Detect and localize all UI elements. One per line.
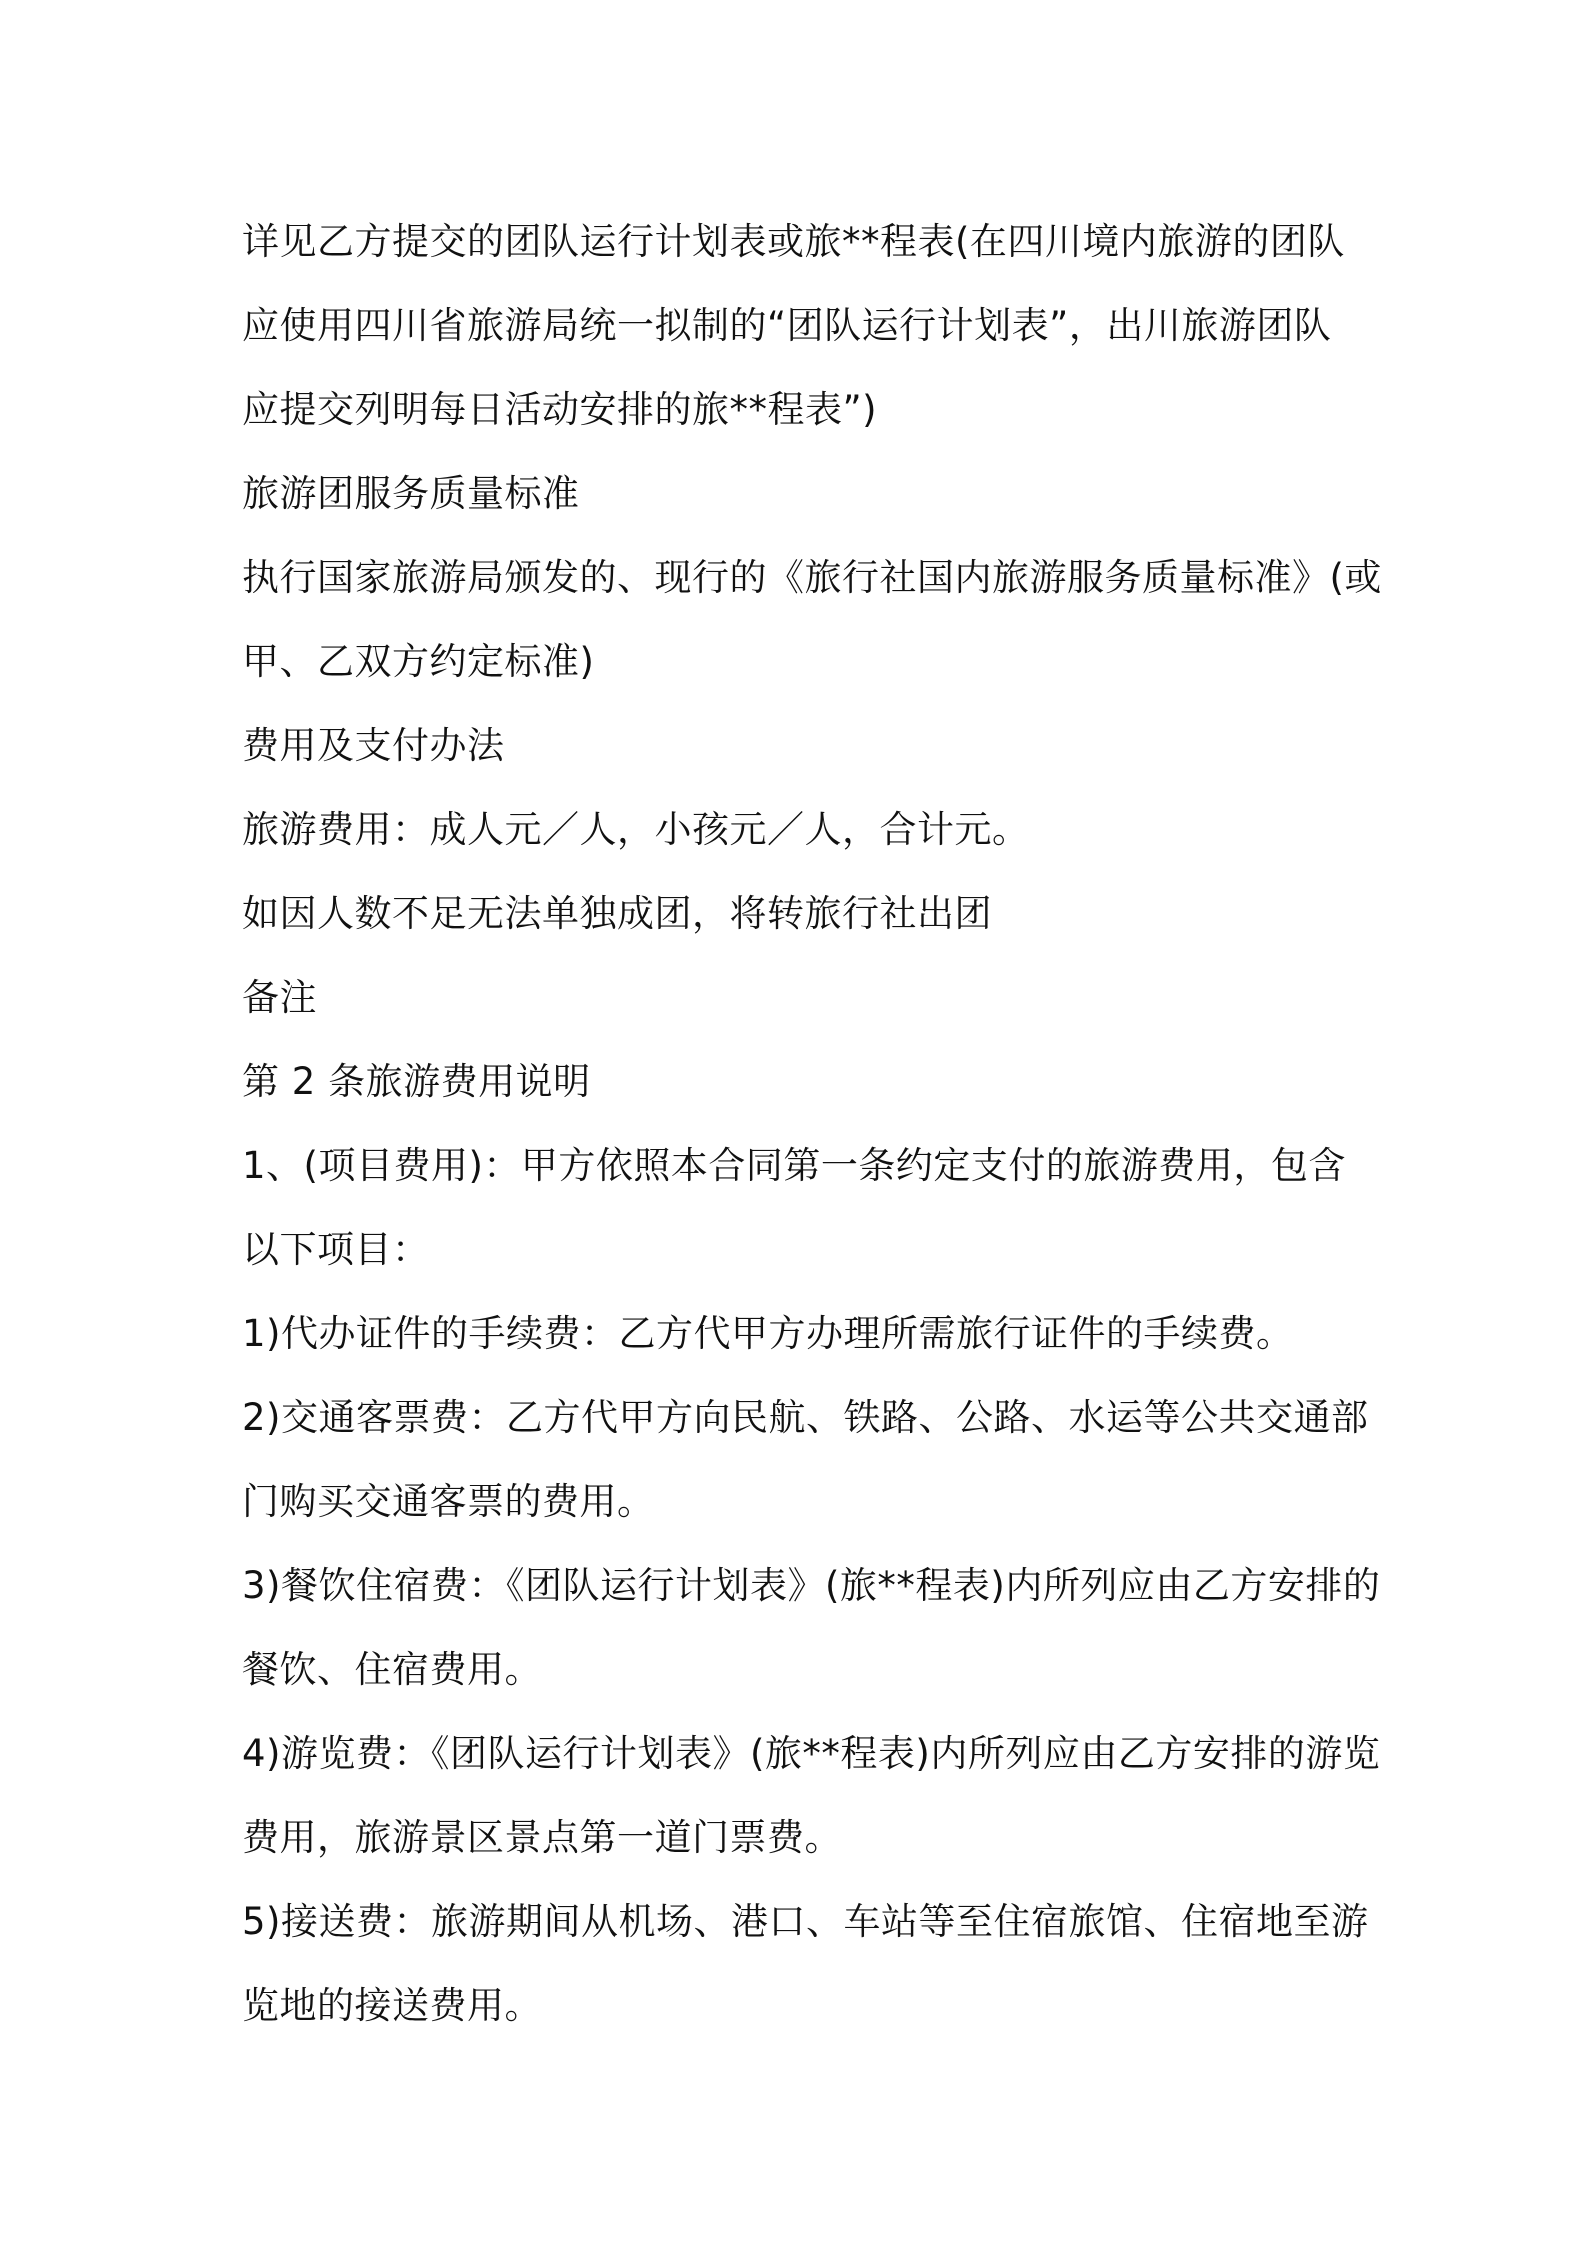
article-heading: 第 2 条旅游费用说明 [242,1060,591,1103]
section-heading: 备注 [242,976,317,1019]
list-item: 4)游览费：《团队运行计划表》(旅**程表)内所列应由乙方安排的游览 [242,1732,1381,1775]
list-item: 1)代办证件的手续费：乙方代甲方办理所需旅行证件的手续费。 [242,1312,1294,1355]
text-line: 费用，旅游景区景点第一道门票费。 [242,1816,842,1859]
list-item: 3)餐饮住宿费：《团队运行计划表》(旅**程表)内所列应由乙方安排的 [242,1564,1381,1607]
section-heading: 旅游团服务质量标准 [242,472,580,515]
text-line: 甲、乙双方约定标准) [242,640,595,683]
text-line: 执行国家旅游局颁发的、现行的《旅行社国内旅游服务质量标准》(或 [242,556,1382,599]
section-heading: 费用及支付办法 [242,724,505,767]
list-item: 5)接送费：旅游期间从机场、港口、车站等至住宿旅馆、住宿地至游 [242,1900,1369,1943]
text-line: 如因人数不足无法单独成团，将转旅行社出团 [242,892,992,935]
text-line: 旅游费用：成人元／人，小孩元／人，合计元。 [242,808,1030,851]
document-body [242,200,1382,2048]
text-line: 详见乙方提交的团队运行计划表或旅**程表(在四川境内旅游的团队 [242,220,1345,263]
text-line: 门购买交通客票的费用。 [242,1480,655,1523]
text-line: 览地的接送费用。 [242,1984,542,2027]
list-item: 2)交通客票费：乙方代甲方向民航、铁路、公路、水运等公共交通部 [242,1396,1369,1439]
text-line: 以下项目： [242,1228,430,1271]
text-line: 应使用四川省旅游局统一拟制的“团队运行计划表”，出川旅游团队 [242,304,1332,347]
text-line: 餐饮、住宿费用。 [242,1648,542,1691]
text-line: 应提交列明每日活动安排的旅**程表”) [242,388,878,431]
text-line: 1、(项目费用)：甲方依照本合同第一条约定支付的旅游费用，包含 [242,1144,1346,1187]
